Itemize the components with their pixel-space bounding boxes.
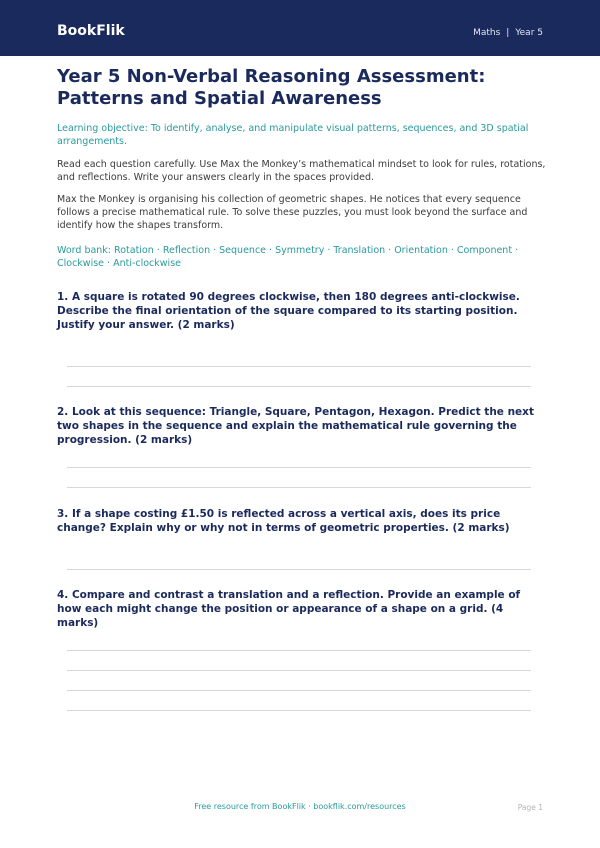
- answer-line[interactable]: [67, 569, 531, 570]
- question-2: 2. Look at this sequence: Triangle, Square, Pentagon, Hexagon. Predict the next two shapes in the sequence and explain the mathematical rule governing the progression. (2 marks): [57, 406, 534, 446]
- question-3: 3. If a shape costing £1.50 is reflected across a vertical axis, does its price change? Explain why or why not in terms of geometric properties. (2 marks): [57, 508, 510, 534]
- page-title: Year 5 Non-Verbal Reasoning Assessment: Patterns and Spatial Awareness: [57, 66, 486, 109]
- breadcrumb-separator: |: [506, 28, 510, 38]
- page-number: Page 1: [517, 803, 543, 812]
- word-bank: Word bank: Rotation · Reflection · Sequence · Symmetry · Translation · Orientation · Component · Clockwise · Anti-clockwise: [57, 245, 519, 269]
- scenario-paragraph: Max the Monkey is organising his collection of geometric shapes. He notices that every sequence follows a precise mathematical rule. To solve these puzzles, you must look beyond the surface and identify how the shapes transform.: [57, 194, 528, 231]
- answer-line[interactable]: [67, 487, 531, 488]
- question-1: 1. A square is rotated 90 degrees clockwise, then 180 degrees anti-clockwise. Describe the final orientation of the square compared to its starting position. Justify your answer. (2 marks): [57, 291, 520, 331]
- question-4: 4. Compare and contrast a translation and a reflection. Provide an example of how each might change the position or appearance of a shape on a grid. (4 marks): [57, 589, 521, 629]
- brand-logo[interactable]: BookFlik: [57, 23, 125, 39]
- instructions-paragraph: Read each question carefully. Use Max the Monkey’s mathematical mindset to look for rules, rotations, and reflections. Write your answers clearly in the spaces provided.: [57, 159, 546, 183]
- answer-line[interactable]: [67, 386, 531, 387]
- answer-line[interactable]: [67, 710, 531, 711]
- breadcrumb: [473, 28, 543, 38]
- header-bar: [0, 0, 600, 56]
- footer-credit[interactable]: Free resource from BookFlik · bookflik.com/resources: [194, 802, 406, 811]
- learning-objective: Learning objective: To identify, analyse, and manipulate visual patterns, sequences, and 3D spatial arrangements.: [57, 123, 529, 147]
- answer-line[interactable]: [67, 690, 531, 691]
- answer-line[interactable]: [67, 650, 531, 651]
- answer-line[interactable]: [67, 670, 531, 671]
- subject-label: Maths: [473, 28, 501, 38]
- answer-line[interactable]: [67, 366, 531, 367]
- answer-line[interactable]: [67, 467, 531, 468]
- year-label: Year 5: [515, 28, 543, 38]
